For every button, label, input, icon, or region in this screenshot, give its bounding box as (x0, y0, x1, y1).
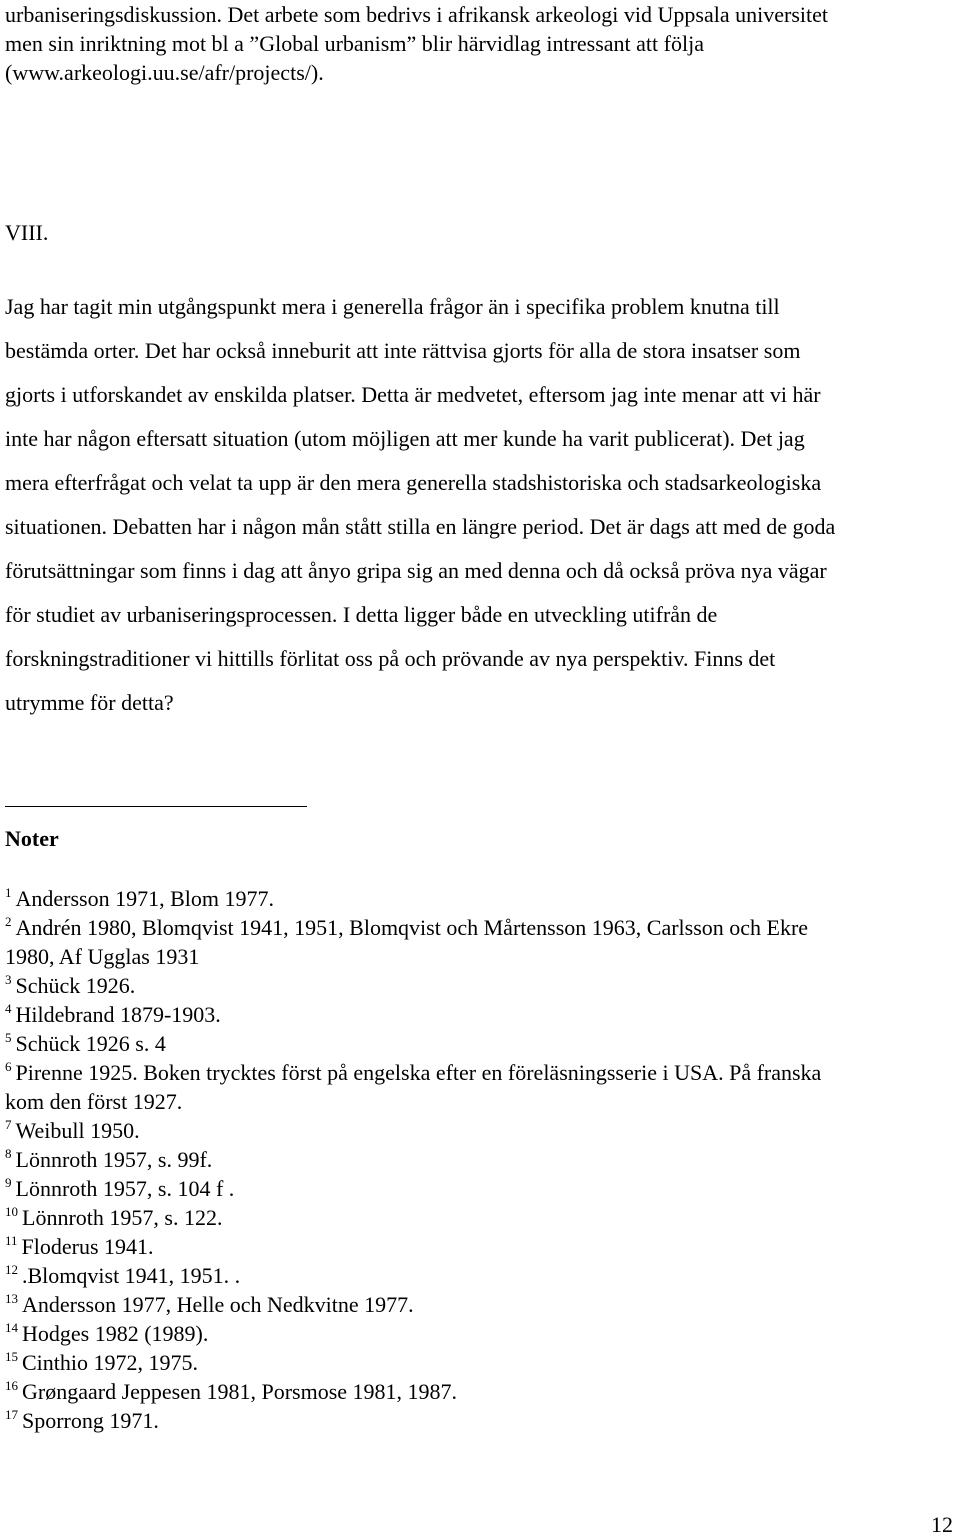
footnote-text: Hodges 1982 (1989). (22, 1321, 209, 1346)
footnote-text: Andersson 1977, Helle och Nedkvitne 1977. (22, 1292, 414, 1317)
page-number: 12 (931, 1512, 953, 1537)
footnote-text: Pirenne 1925. Boken trycktes först på engelska efter en föreläsningsserie i USA. På franska (15, 1060, 822, 1085)
footnote-item (5, 1174, 957, 1203)
footnote-item (5, 1058, 957, 1087)
text-line: förutsättningar som finns i dag att ånyo gripa sig an med denna och då också pröva nya vägar (5, 558, 827, 583)
footnote-text: kom den först 1927. (5, 1089, 183, 1114)
footnote-text: Lönnroth 1957, s. 122. (22, 1205, 223, 1230)
footnote-number: 4 (5, 1001, 12, 1016)
footnote-number: 8 (5, 1146, 12, 1161)
text-line: urbaniseringsdiskussion. Det arbete som bedrivs i afrikansk arkeologi vid Uppsala universitet (5, 2, 828, 27)
text-line: bestämda orter. Det har också inneburit att inte rättvisa gjorts för alla de stora insatser som (5, 338, 801, 363)
footnote-text: .Blomqvist 1941, 1951. . (22, 1263, 241, 1288)
section-number: VIII. (5, 220, 49, 245)
footnote-text: Floderus 1941. (21, 1234, 154, 1259)
footnote-text: Andersson 1971, Blom 1977. (15, 886, 274, 911)
footnote-list (5, 884, 957, 1435)
footnote-text: Weibull 1950. (15, 1118, 140, 1143)
footnote-item (5, 1261, 957, 1290)
footnote-text: Lönnroth 1957, s. 104 f . (15, 1176, 235, 1201)
footnote-item (5, 1000, 957, 1029)
footnote-number: 3 (5, 972, 12, 987)
footnote-item (5, 1319, 957, 1348)
text-line: men sin inriktning mot bl a ”Global urbanism” blir härvidlag intressant att följa (5, 31, 704, 56)
footnote-number: 5 (5, 1030, 12, 1045)
footnote-number: 15 (5, 1349, 18, 1364)
footnote-item (5, 1145, 957, 1174)
text-line: situationen. Debatten har i någon mån stått stilla en längre period. Det är dags att med de goda (5, 514, 836, 539)
footnote-number: 11 (5, 1233, 18, 1248)
text-line: för studiet av urbaniseringsprocessen. I detta ligger både en utveckling utifrån de (5, 602, 718, 627)
footnote-text: Hildebrand 1879-1903. (15, 1002, 221, 1027)
footnote-text: Cinthio 1972, 1975. (22, 1350, 199, 1375)
text-line: gjorts i utforskandet av enskilda platser. Detta är medvetet, eftersom jag inte menar att vi här (5, 382, 821, 407)
text-line: Jag har tagit min utgångspunkt mera i generella frågor än i specifika problem knutna till (5, 294, 780, 319)
text-line: mera efterfrågat och velat ta upp är den mera generella stadshistoriska och stadsarkeologiska (5, 470, 822, 495)
footnote-divider (5, 806, 307, 807)
text-line: inte har någon eftersatt situation (utom möjligen att mer kunde ha varit publicerat). Det jag (5, 426, 805, 451)
body-paragraph (5, 285, 957, 725)
footnote-item (5, 971, 957, 1000)
footnote-number: 16 (5, 1378, 18, 1393)
footnote-item (5, 1203, 957, 1232)
footnote-text: Lönnroth 1957, s. 99f. (15, 1147, 213, 1172)
footnote-item (5, 913, 957, 942)
text-line: forskningstraditioner vi hittills förlitat oss på och prövande av nya perspektiv. Finns det (5, 646, 776, 671)
footnote-number: 13 (5, 1291, 18, 1306)
footnote-item (5, 884, 957, 913)
intro-text (5, 0, 955, 87)
footnote-continuation (5, 942, 957, 971)
footnote-item (5, 1029, 957, 1058)
footnote-text: Sporrong 1971. (22, 1408, 159, 1433)
footnote-number: 1 (5, 885, 12, 900)
footnote-text: 1980, Af Ugglas 1931 (5, 944, 200, 969)
footnote-number: 2 (5, 914, 12, 929)
footnote-item (5, 1116, 957, 1145)
footnote-number: 14 (5, 1320, 18, 1335)
text-line: (www.arkeologi.uu.se/afr/projects/). (5, 60, 324, 85)
footnote-text: Schück 1926 s. 4 (15, 1031, 166, 1056)
footnote-item (5, 1232, 957, 1261)
footnote-item (5, 1377, 957, 1406)
footnote-text: Grøngaard Jeppesen 1981, Porsmose 1981, 1987. (22, 1379, 458, 1404)
footnote-item (5, 1348, 957, 1377)
footnote-number: 7 (5, 1117, 12, 1132)
footnote-number: 9 (5, 1175, 12, 1190)
footnote-number: 6 (5, 1059, 12, 1074)
footnote-continuation (5, 1087, 957, 1116)
footnote-number: 12 (5, 1262, 18, 1277)
footnote-item (5, 1406, 957, 1435)
notes-heading: Noter (5, 826, 59, 851)
text-line: utrymme för detta? (5, 690, 174, 715)
footnote-number: 17 (5, 1407, 18, 1422)
footnote-item (5, 1290, 957, 1319)
footnote-text: Andrén 1980, Blomqvist 1941, 1951, Blomqvist och Mårtensson 1963, Carlsson och Ekre (15, 915, 809, 940)
footnote-number: 10 (5, 1204, 18, 1219)
footnote-text: Schück 1926. (15, 973, 136, 998)
